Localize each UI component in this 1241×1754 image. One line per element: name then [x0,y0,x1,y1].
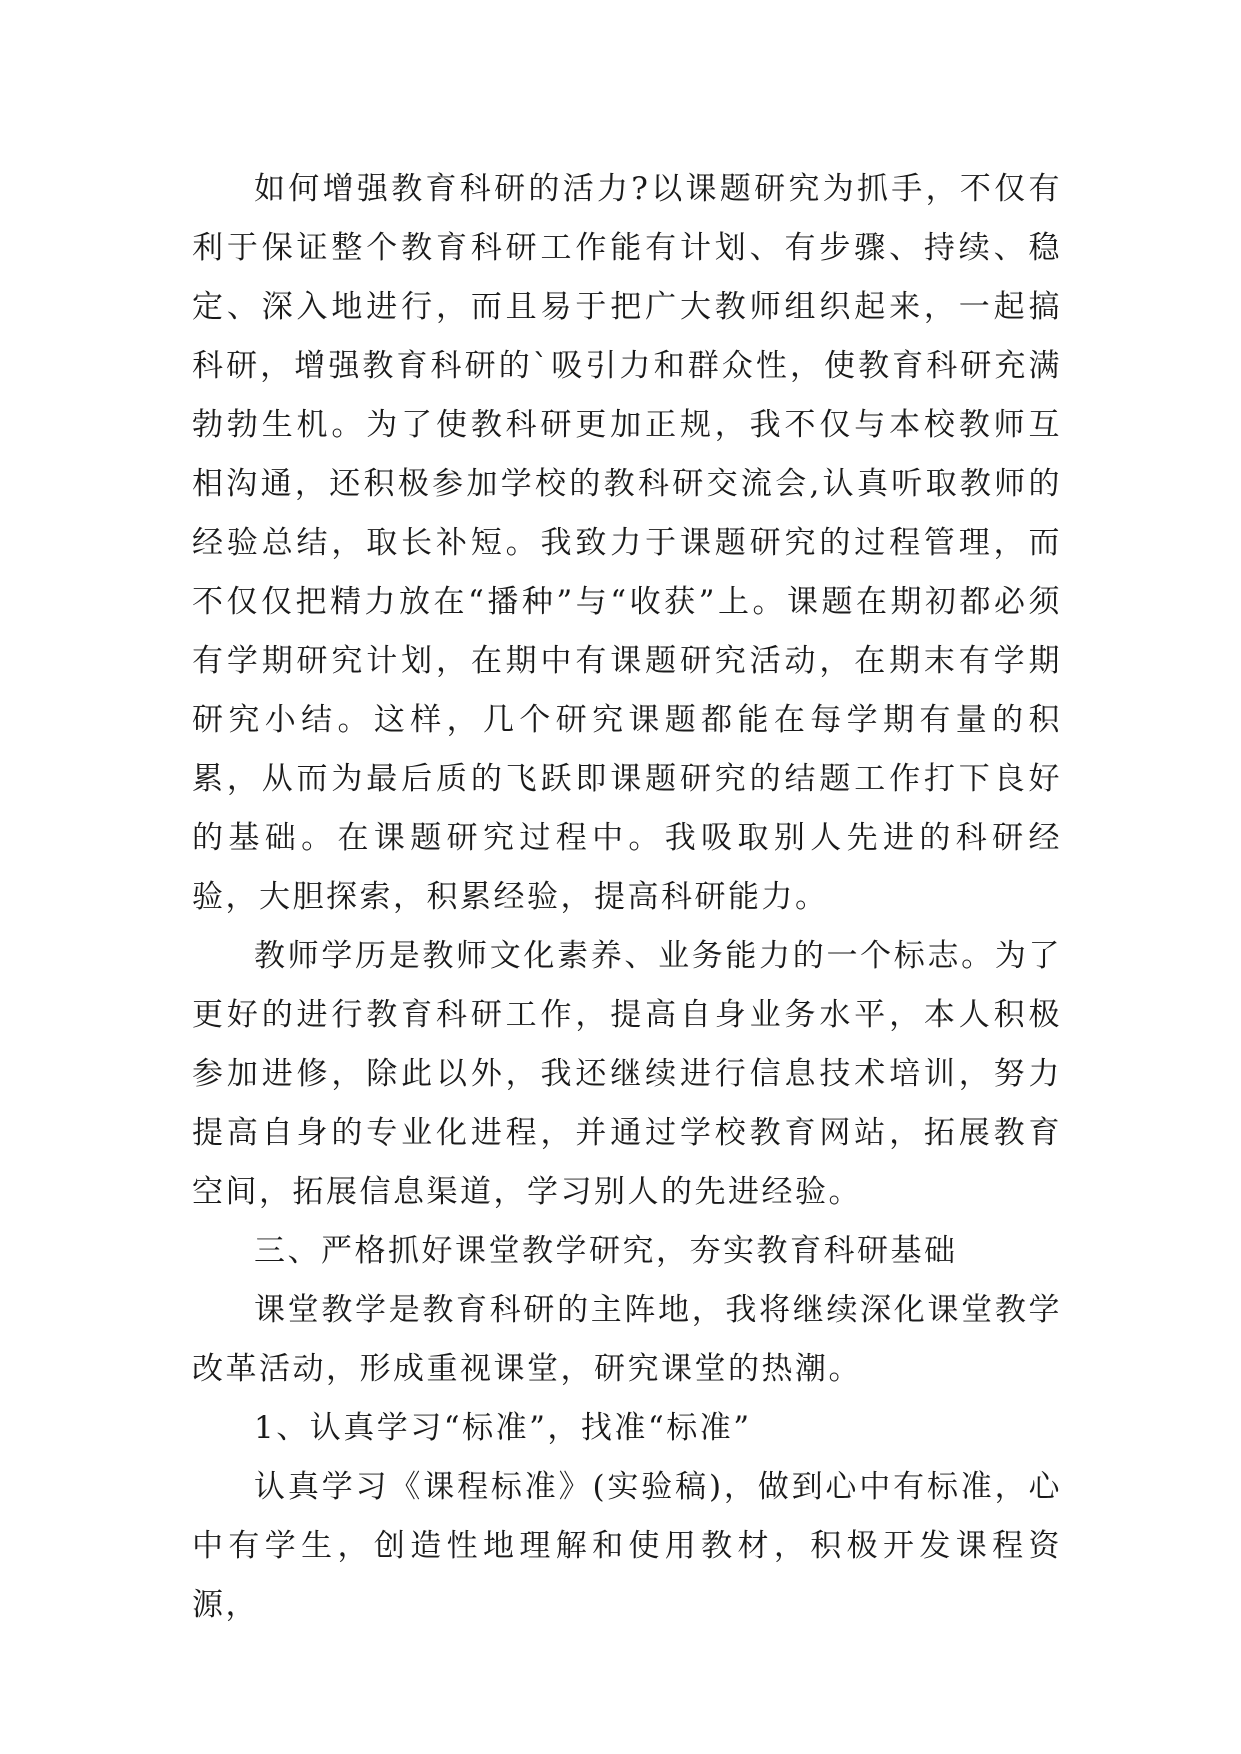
subheading-study-standards: 1、认真学习“标准”，找准“标准” [254,1410,752,1446]
paragraph-teacher-education: 教师学历是教师文化素养、业务能力的一个标志。为了更好的进行教育科研工作，提高自身业务水平，本人积极参加进修，除此以外，我还继续进行信息技术培训，努力提高自身的专业化进程，并通过学校教育网站，拓展教育空间，拓展信息渠道，学习别人的先进经验。 [192,938,1062,1210]
section-heading-classroom-research: 三、严格抓好课堂教学研究，夯实教育科研基础 [254,1233,958,1269]
paragraph-classroom-teaching: 课堂教学是教育科研的主阵地，我将继续深化课堂教学改革活动，形成重视课堂，研究课堂的热潮。 [192,1292,1062,1387]
document-page [192,160,1062,1635]
paragraph-curriculum-standards: 认真学习《课程标准》(实验稿)，做到心中有标准，心中有学生，创造性地理解和使用教材，积极开发课程资源， [192,1469,1062,1623]
paragraph-research-vitality: 如何增强教育科研的活力?以课题研究为抓手，不仅有利于保证整个教育科研工作能有计划、有步骤、持续、稳定、深入地进行，而且易于把广大教师组织起来，一起搞科研，增强教育科研的`吸引力和群众性，使教育科研充满勃勃生机。为了使教科研更加正规，我不仅与本校教师互相沟通，还积极参加学校的教科研交流会,认真听取教师的经验总结，取长补短。我致力于课题研究的过程管理，而不仅仅把精力放在“播种”与“收获”上。课题在期初都必须有学期研究计划，在期中有课题研究活动，在期末有学期研究小结。这样，几个研究课题都能在每学期有量的积累，从而为最后质的飞跃即课题研究的结题工作打下良好的基础。在课题研究过程中。我吸取别人先进的科研经验，大胆探索，积累经验，提高科研能力。 [192,171,1062,915]
